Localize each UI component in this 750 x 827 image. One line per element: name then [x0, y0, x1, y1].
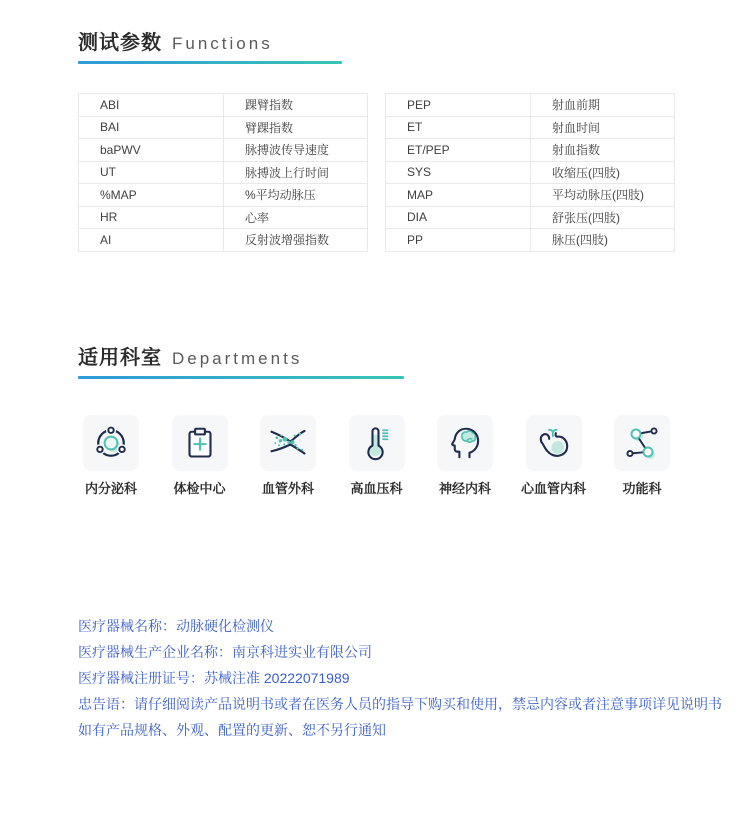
- param-name-cell: %平均动脉压: [224, 184, 368, 207]
- table-row: [79, 161, 368, 184]
- param-name-cell: 脉搏波传导速度: [224, 139, 368, 162]
- table-row: [386, 161, 675, 184]
- param-abbr-cell: MAP: [386, 184, 531, 207]
- param-abbr-cell: ET: [386, 116, 531, 139]
- dept-label: 体检中心: [173, 480, 226, 496]
- param-name-cell: 踝臂指数: [224, 94, 368, 117]
- table-row: [79, 139, 368, 162]
- param-abbr-cell: baPWV: [79, 139, 224, 162]
- dept-label: 功能科: [622, 480, 662, 496]
- param-abbr-cell: AI: [79, 229, 224, 252]
- table-row: [79, 116, 368, 139]
- table-row: [79, 206, 368, 229]
- dept-label: 神经内科: [438, 480, 491, 496]
- table-row: [386, 116, 675, 139]
- param-abbr-cell: PEP: [386, 94, 531, 117]
- dept-item-checkup-center: [167, 415, 233, 497]
- param-abbr-cell: ABI: [79, 94, 224, 117]
- param-name-cell: 臂踝指数: [224, 116, 368, 139]
- param-name-cell: 射血时间: [531, 116, 675, 139]
- parameter-tables: [78, 93, 675, 252]
- departments-title-en: Departments: [172, 348, 303, 368]
- param-name-cell: 反射波增强指数: [224, 229, 368, 252]
- dept-item-hypertension: [344, 415, 410, 497]
- param-abbr-cell: PP: [386, 229, 531, 252]
- table-row: [386, 229, 675, 252]
- param-name-cell: 射血前期: [531, 94, 675, 117]
- param-name-cell: 平均动脉压(四肢): [531, 184, 675, 207]
- dept-item-functional: [609, 415, 675, 497]
- notice-line: 如有产品规格、外观、配置的更新、恕不另行通知: [78, 721, 386, 738]
- functions-section-heading: [78, 30, 675, 57]
- param-name-cell: 收缩压(四肢): [531, 161, 675, 184]
- dept-label: 内分泌科: [84, 480, 137, 496]
- table-row: [386, 94, 675, 117]
- registration-number-line: 医疗器械注册证号：苏械注准 20222071989: [78, 669, 350, 686]
- functions-title-en: Functions: [172, 34, 273, 53]
- regulatory-footer: [78, 613, 722, 743]
- warning-line: 忠告语：请仔细阅读产品说明书或者在医务人员的指导下购买和使用，禁忌内容或者注意事项详见说明书: [78, 695, 722, 712]
- blood-vessel-icon: [260, 415, 316, 471]
- dept-label: 血管外科: [261, 480, 314, 496]
- functions-title-zh: 测试参数: [78, 32, 162, 54]
- departments-title-zh: 适用科室: [78, 346, 162, 369]
- heart-organ-icon: [526, 415, 582, 471]
- table-row: [79, 184, 368, 207]
- thermometer-icon: [349, 415, 405, 471]
- head-brain-icon: [437, 415, 493, 471]
- table-row: [386, 206, 675, 229]
- param-abbr-cell: %MAP: [79, 184, 224, 207]
- clipboard-plus-icon: [172, 415, 228, 471]
- dept-item-neurology: [432, 415, 498, 497]
- table-row: [386, 139, 675, 162]
- departments-section-heading: [78, 345, 675, 372]
- parameter-table-right: [385, 93, 675, 252]
- departments-icon-row: [78, 415, 675, 497]
- molecule-icon: [614, 415, 670, 471]
- param-name-cell: 脉压(四肢): [531, 229, 675, 252]
- device-name-line: 医疗器械名称：动脉硬化检测仪: [78, 617, 274, 634]
- table-row: [79, 94, 368, 117]
- atom-icon: [83, 415, 139, 471]
- dept-item-cardiology: [521, 415, 587, 497]
- dept-item-vascular-surgery: [255, 415, 321, 497]
- param-abbr-cell: ET/PEP: [386, 139, 531, 162]
- param-abbr-cell: HR: [79, 206, 224, 229]
- param-name-cell: 射血指数: [531, 139, 675, 162]
- param-abbr-cell: UT: [79, 161, 224, 184]
- departments-accent-underline: [78, 376, 404, 379]
- dept-item-endocrinology: [78, 415, 144, 497]
- param-name-cell: 心率: [224, 206, 368, 229]
- param-abbr-cell: DIA: [386, 206, 531, 229]
- table-row: [386, 184, 675, 207]
- param-name-cell: 脉搏波上行时间: [224, 161, 368, 184]
- functions-accent-underline: [78, 61, 342, 64]
- param-name-cell: 舒张压(四肢): [531, 206, 675, 229]
- table-row: [79, 229, 368, 252]
- page: [0, 30, 750, 743]
- dept-label: 高血压科: [350, 480, 403, 496]
- parameter-table-left: [78, 93, 368, 252]
- param-abbr-cell: SYS: [386, 161, 531, 184]
- manufacturer-line: 医疗器械生产企业名称：南京科进实业有限公司: [78, 643, 372, 660]
- param-abbr-cell: BAI: [79, 116, 224, 139]
- dept-label: 心血管内科: [520, 480, 586, 496]
